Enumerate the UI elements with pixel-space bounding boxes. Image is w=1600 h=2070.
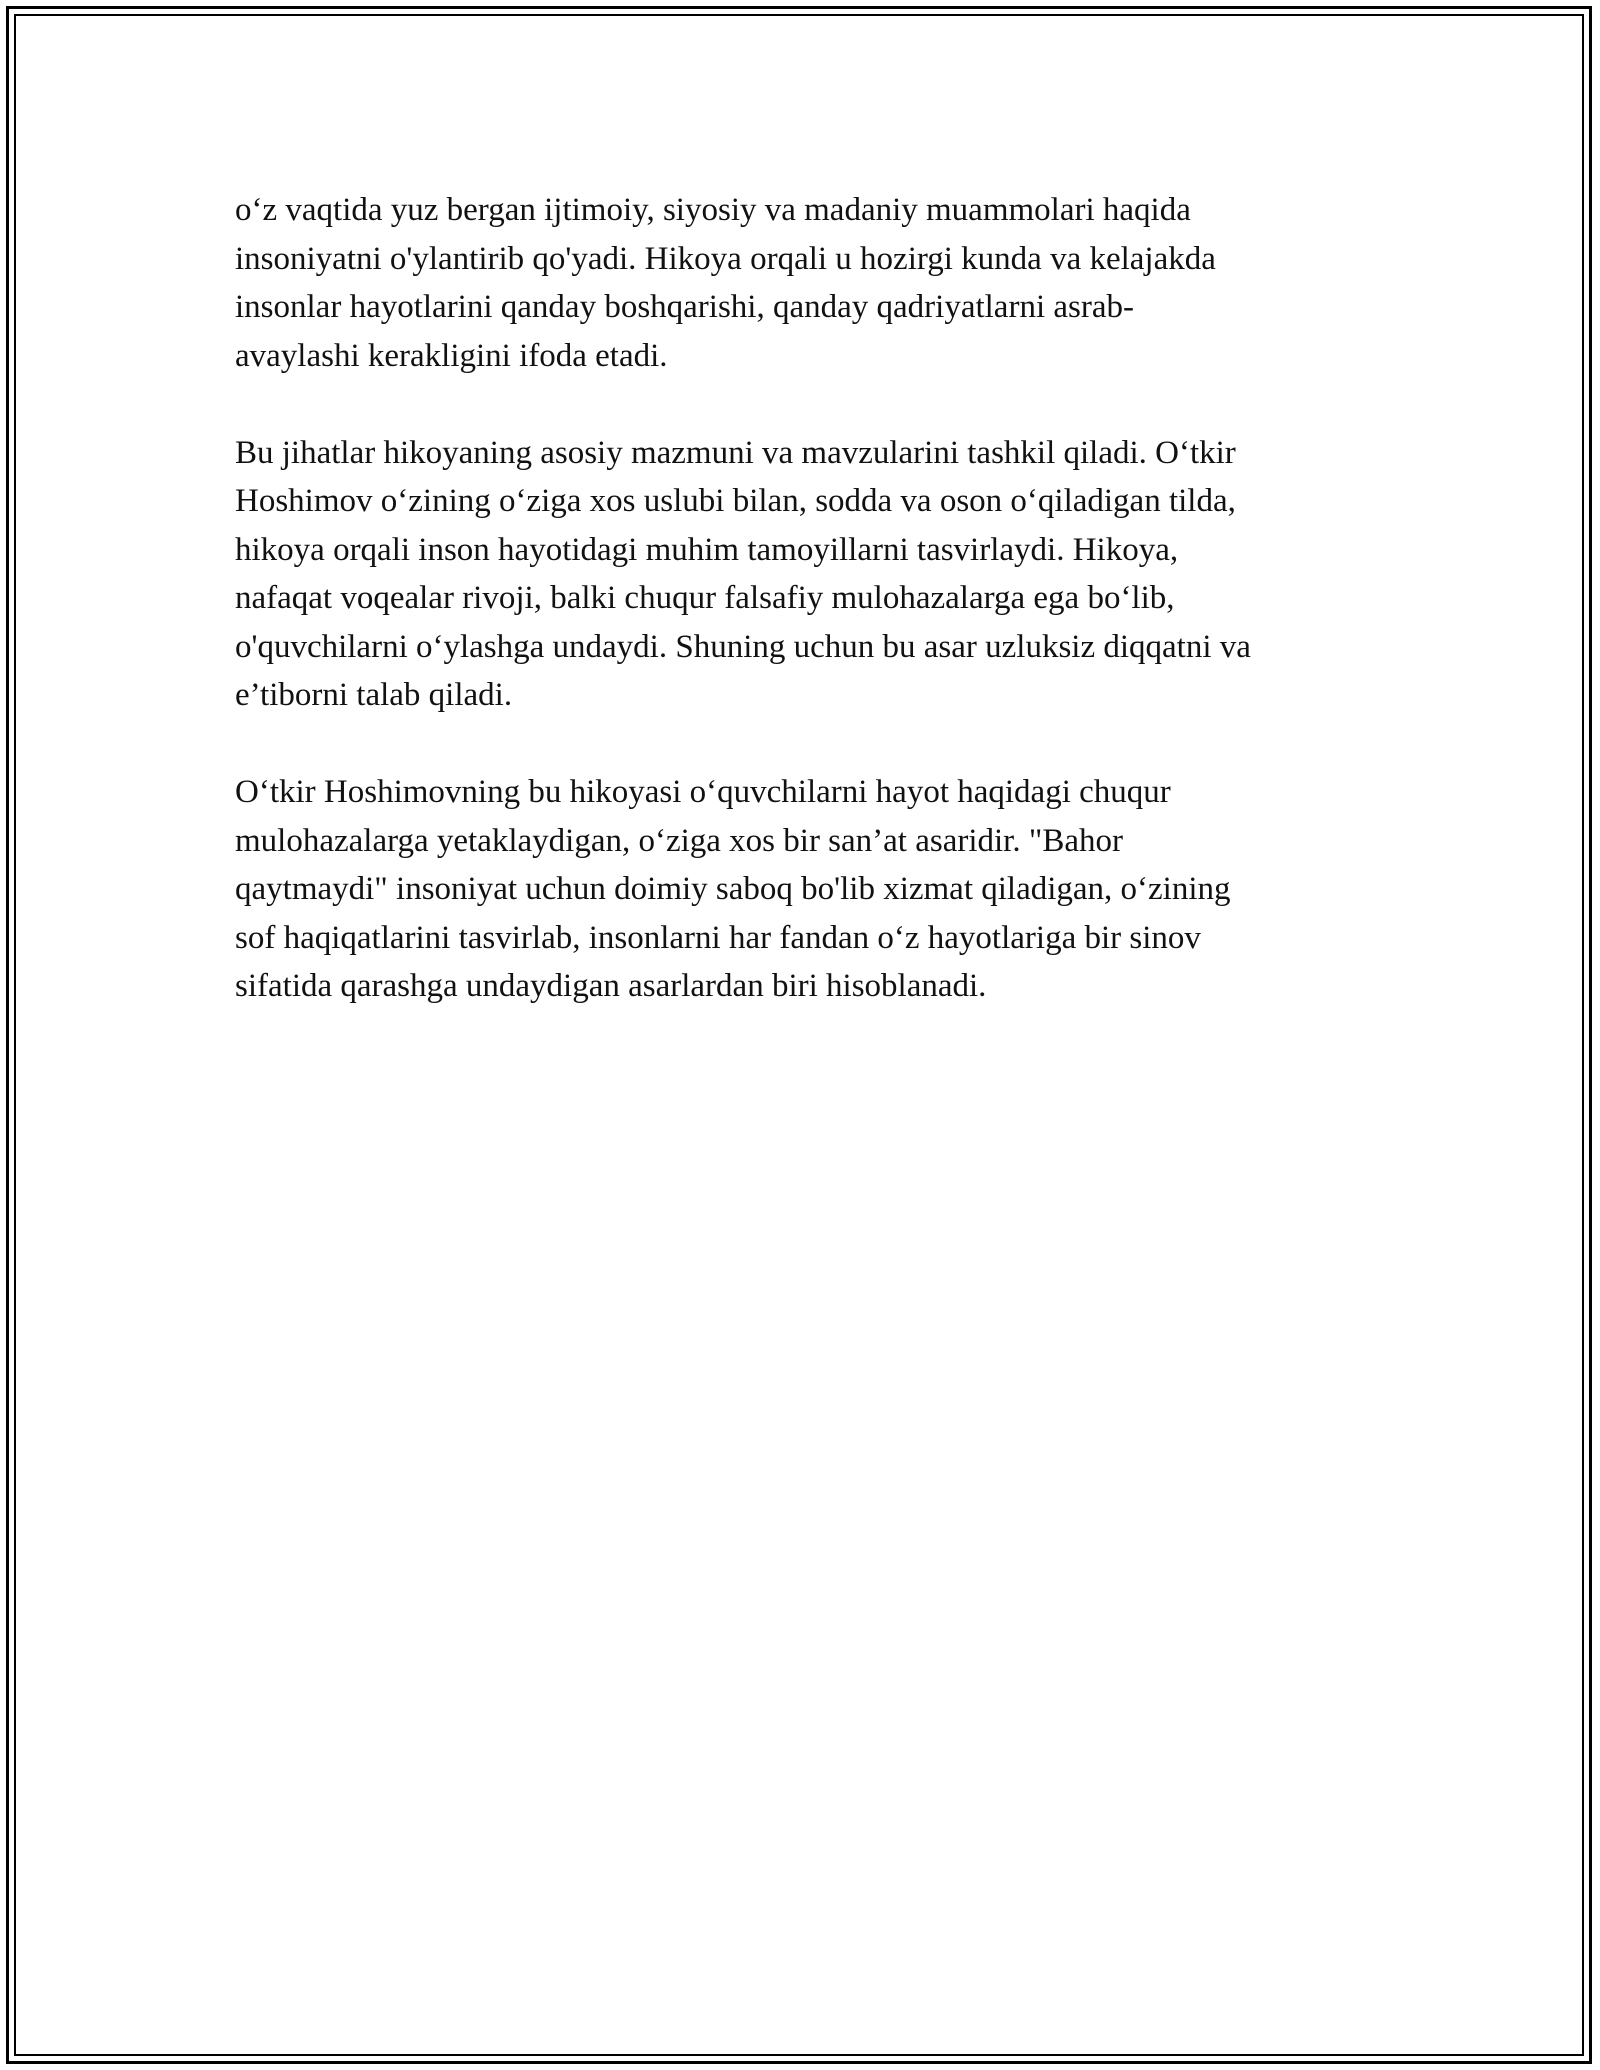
paragraph-line: avaylashi kerakligini ifoda etadi. bbox=[235, 337, 668, 374]
paragraph-line: mulohazalarga yetaklaydigan, o‘ziga xos bir san’at asaridir. "Bahor bbox=[235, 822, 1123, 859]
paragraph-line: o'quvchilarni o‘ylashga undaydi. Shuning uchun bu asar uzluksiz diqqatni va bbox=[235, 628, 1251, 665]
paragraph-2 bbox=[235, 429, 1385, 720]
paragraph-line: hikoya orqali inson hayotidagi muhim tamoyillarni tasvirlaydi. Hikoya, bbox=[235, 531, 1179, 568]
paragraph-line: Bu jihatlar hikoyaning asosiy mazmuni va mavzularini tashkil qiladi. O‘tkir bbox=[235, 434, 1236, 471]
paragraph-line: O‘tkir Hoshimovning bu hikoyasi o‘quvchilarni hayot haqidagi chuqur bbox=[235, 774, 1171, 810]
paragraph-line: nafaqat voqealar rivoji, balki chuqur falsafiy mulohazalarga ega bo‘lib, bbox=[235, 580, 1175, 616]
paragraph-line: qaytmaydi" insoniyat uchun doimiy saboq bo'lib xizmat qiladigan, o‘zining bbox=[235, 871, 1231, 907]
paragraph-line: insoniyatni o'ylantirib qo'yadi. Hikoya orqali u hozirgi kunda va kelajakda bbox=[235, 240, 1216, 277]
paragraph-1 bbox=[235, 186, 1385, 380]
paragraph-3 bbox=[235, 768, 1385, 1011]
paragraph-line: sof haqiqatlarini tasvirlab, insonlarni har fandan o‘z hayotlariga bir sinov bbox=[235, 919, 1201, 956]
paragraph-line: o‘z vaqtida yuz bergan ijtimoiy, siyosiy va madaniy muammolari haqida bbox=[235, 192, 1191, 228]
paragraph-line: sifatida qarashga undaydigan asarlardan biri hisoblanadi. bbox=[235, 968, 987, 1004]
paragraph-line: Hoshimov o‘zining o‘ziga xos uslubi bilan, sodda va oson o‘qiladigan tilda, bbox=[235, 483, 1236, 519]
paragraph-line: insonlar hayotlarini qanday boshqarishi, qanday qadriyatlarni asrab- bbox=[235, 289, 1134, 325]
paragraph-line: e’tiborni talab qiladi. bbox=[235, 677, 513, 713]
document-body bbox=[235, 186, 1385, 1059]
